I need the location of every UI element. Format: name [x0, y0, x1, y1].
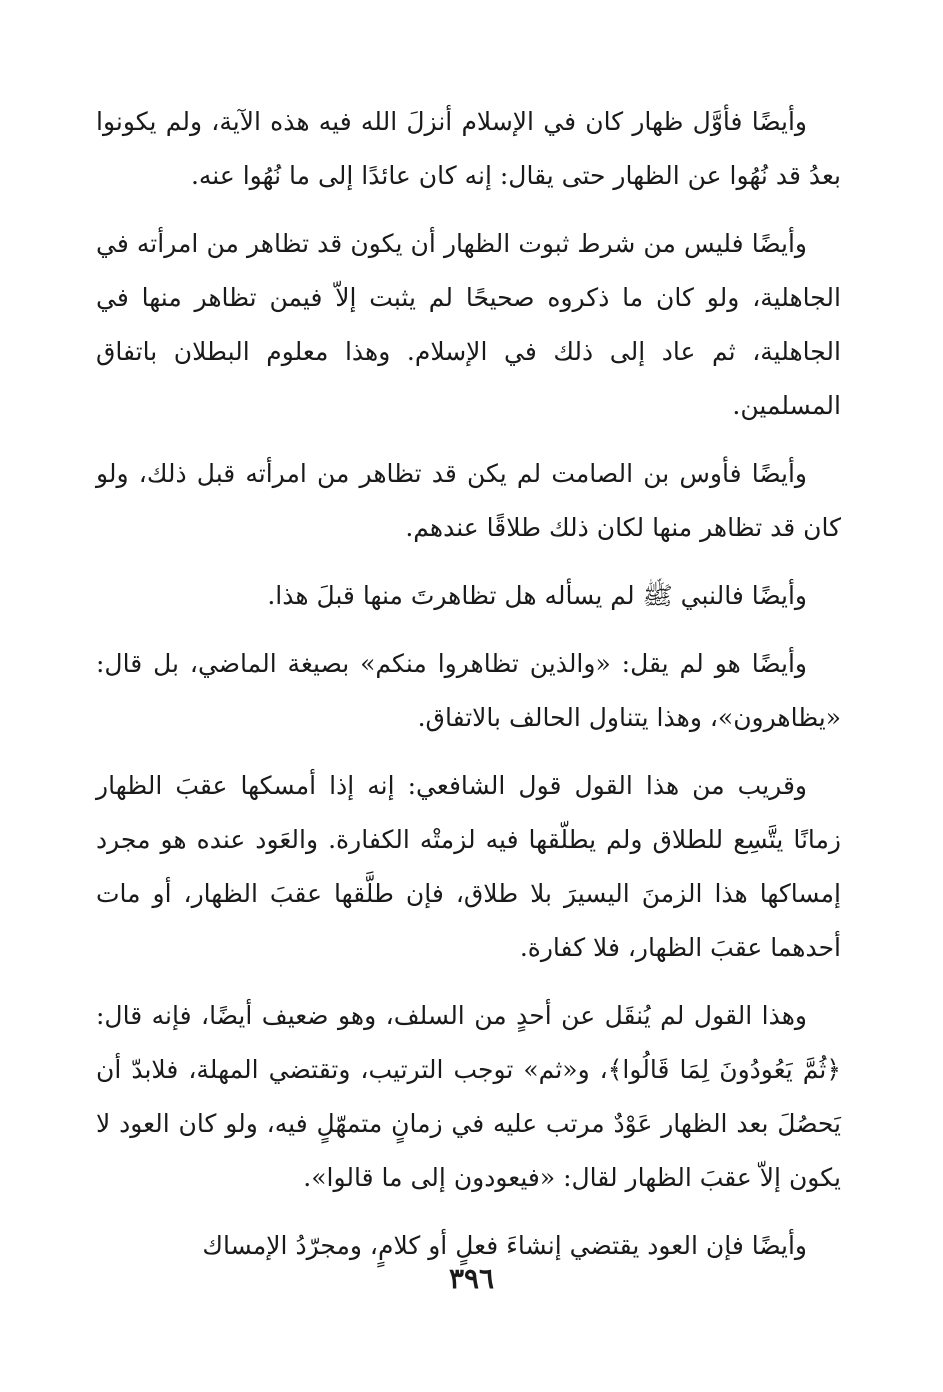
page-number: ٣٩٦ — [448, 1262, 495, 1295]
paragraph-8: وأيضًا فإن العود يقتضي إنشاءَ فعلٍ أو كلامٍ، ومجرّدُ الإمساك — [202, 1231, 807, 1260]
paragraph-5: وأيضًا هو لم يقل: «والذين تظاهروا منكم» بصيغة الماضي، بل قال: «يظاهرون»، وهذا يتناول الحالف بالاتفاق. — [96, 649, 841, 732]
paragraph-3: وأيضًا فأوس بن الصامت لم يكن قد تظاهر من امرأته قبل ذلك، ولو كان قد تظاهر منها لكان ذلك طلاقًا عندهم. — [96, 459, 841, 542]
paragraph-2: وأيضًا فليس من شرط ثبوت الظهار أن يكون قد تظاهر من امرأته في الجاهلية، ولو كان ما ذكروه صحيحًا لم يثبت إلاّ فيمن تظاهر منها في الجاهلية، ثم عاد إلى ذلك في الإسلام. وهذا معلوم البطلان باتفاق المسلمين. — [96, 229, 841, 420]
paragraph-7: وهذا القول لم يُنقَل عن أحدٍ من السلف، وهو ضعيف أيضًا، فإنه قال: ﴿ثُمَّ يَعُودُونَ لِمَا قَالُوا﴾، و«ثم» توجب الترتيب، وتقتضي المهلة، فلابدّ أن يَحصُلَ بعد الظهار عَوْدٌ مرتب عليه في زمانٍ متمهّلٍ فيه، ولو كان العود لا يكون إلاّ عقبَ الظهار لقال: «فيعودون إلى ما قالوا». — [96, 1001, 841, 1192]
page-body — [96, 95, 841, 1287]
paragraph-1: وأيضًا فأوَّل ظهار كان في الإسلام أنزلَ الله فيه هذه الآية، ولم يكونوا بعدُ قد نُهُوا عن الظهار حتى يقال: إنه كان عائدًا إلى ما نُهُوا عنه. — [96, 107, 841, 190]
paragraph-6: وقريب من هذا القول قول الشافعي: إنه إذا أمسكها عقبَ الظهار زمانًا يتَّسِع للطلاق ولم يطلّقها فيه لزمتْه الكفارة. والعَود عنده هو مجرد إمساكها هذا الزمنَ اليسيرَ بلا طلاق، فإن طلَّقها عقبَ الظهار، أو مات أحدهما عقبَ الظهار، فلا كفارة. — [96, 771, 841, 962]
paragraph-4: وأيضًا فالنبي ﷺ لم يسأله هل تظاهرتَ منها قبلَ هذا. — [267, 581, 807, 610]
